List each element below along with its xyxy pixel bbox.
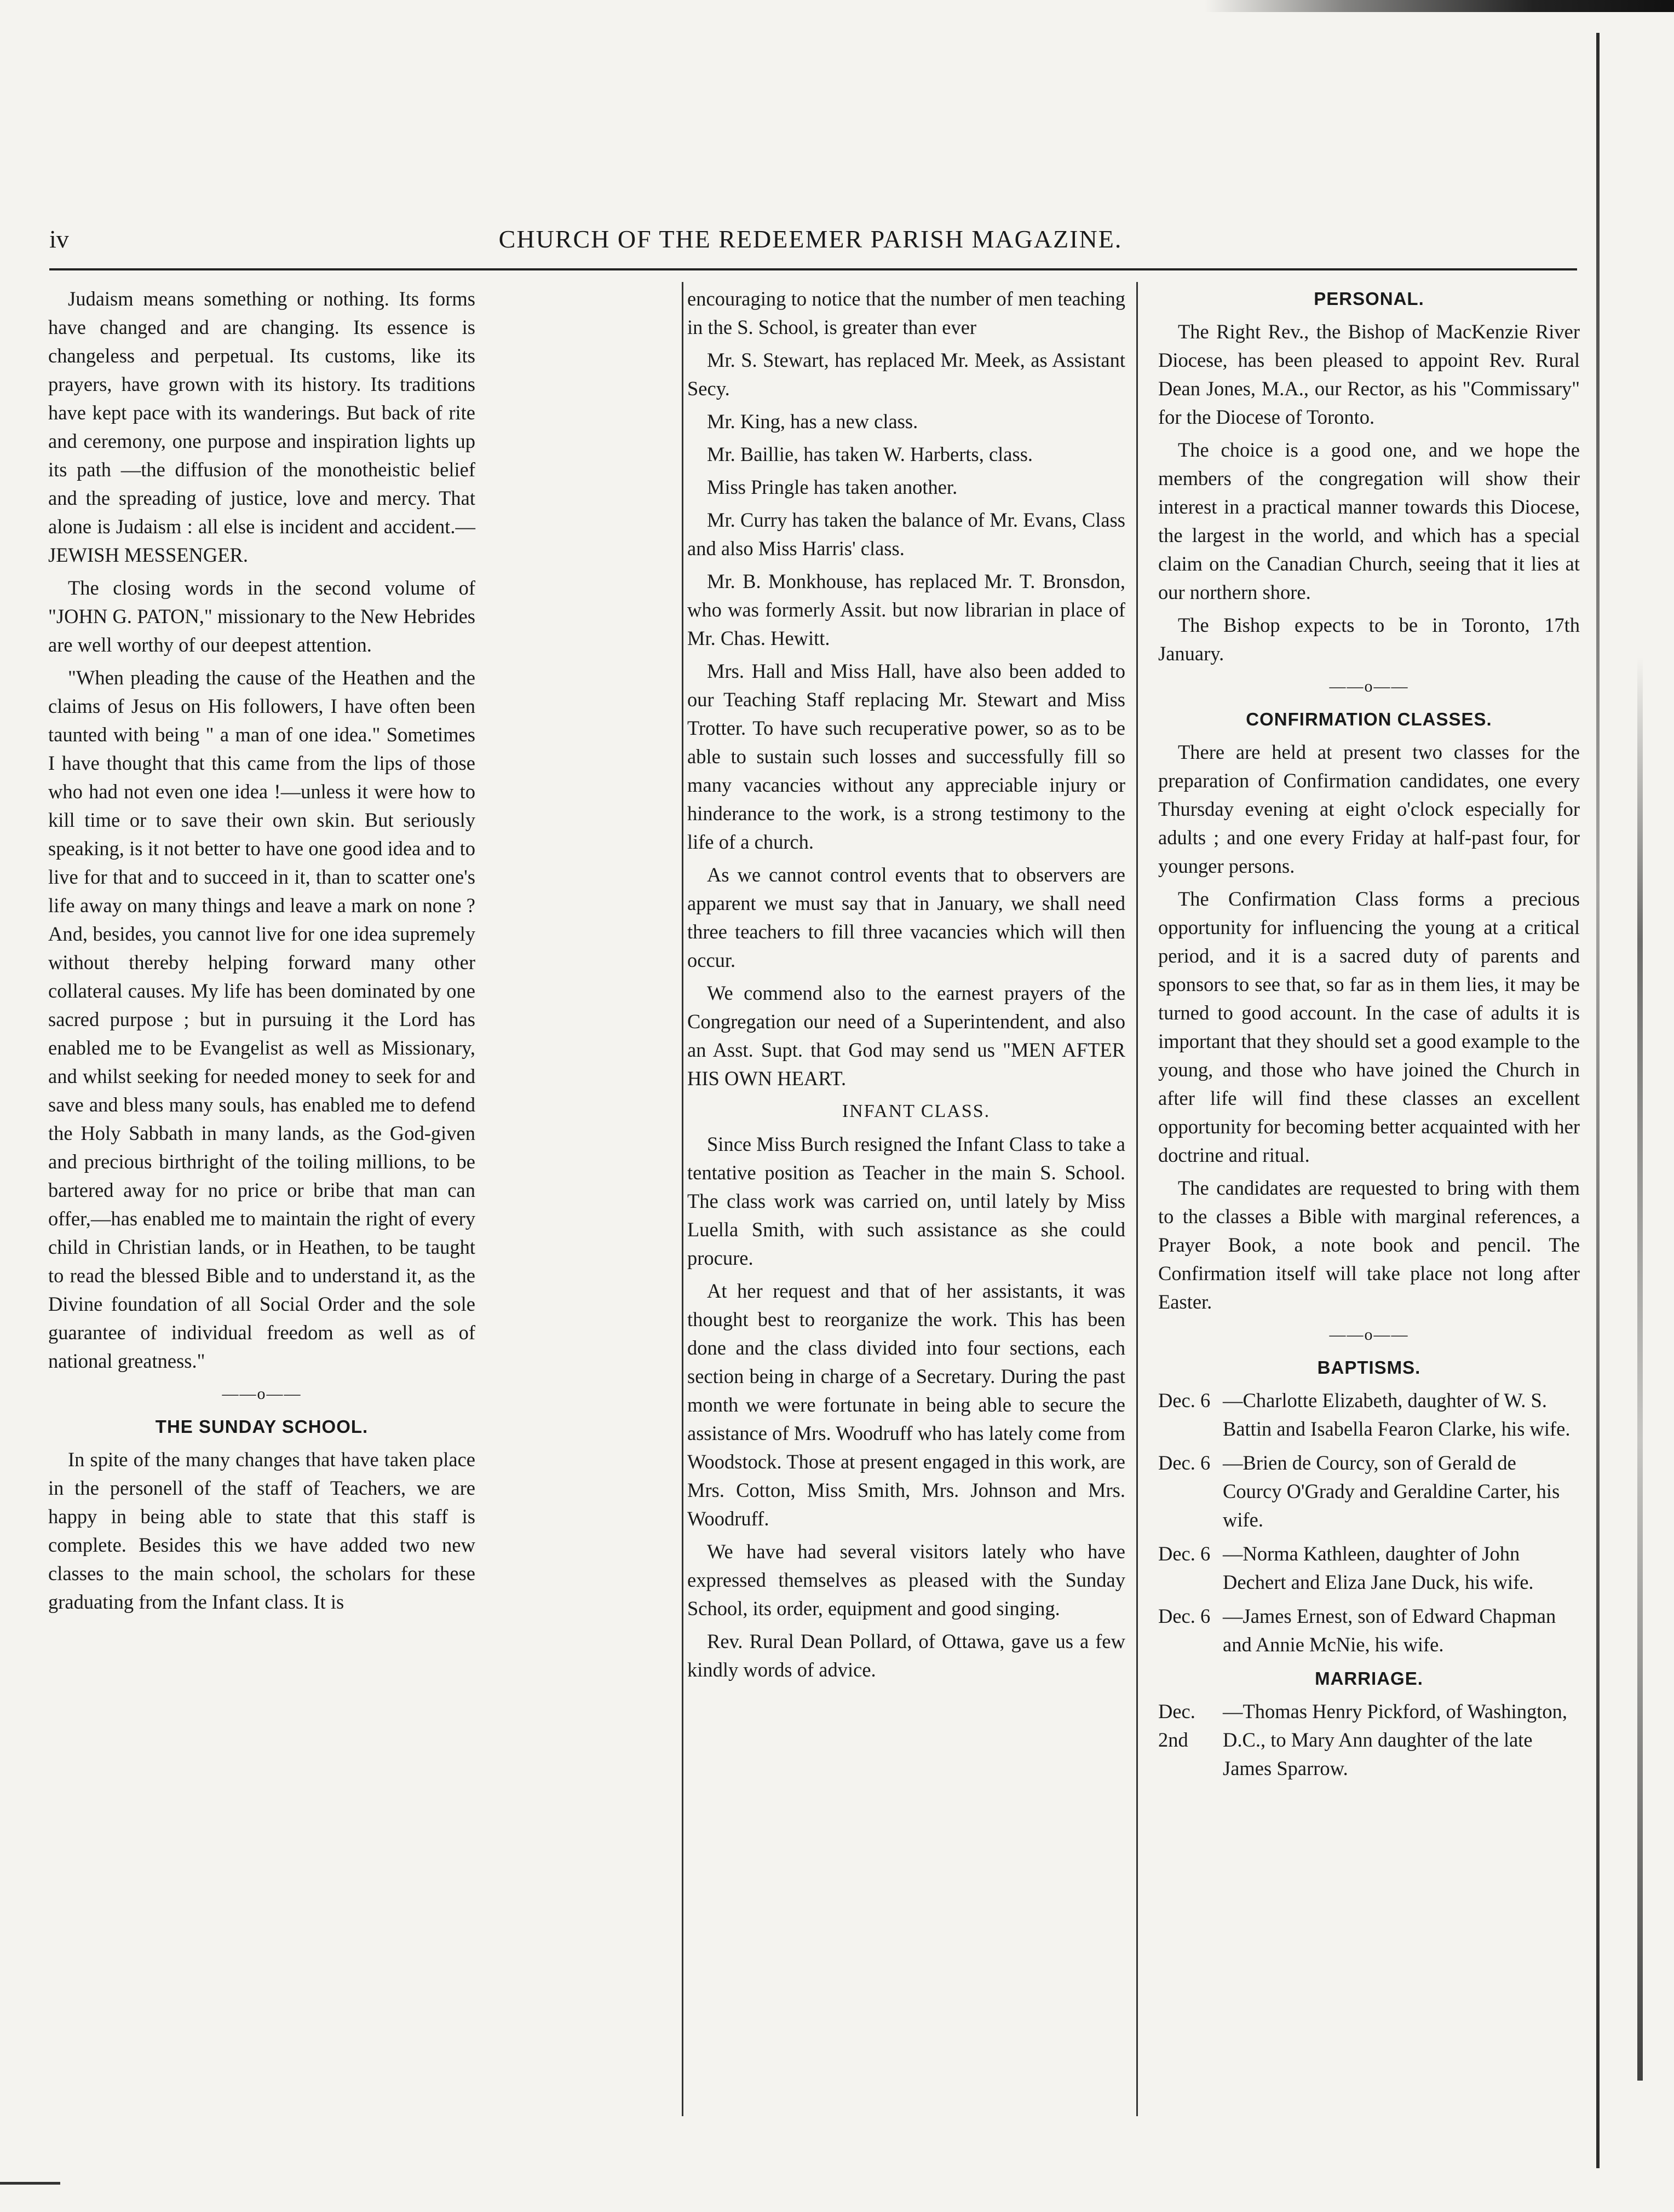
column-middle [687,285,1125,1689]
paragraph: Miss Pringle has taken another. [707,476,958,498]
paragraph: We commend also to the earnest prayers of the Congregation our need of a Superintendent, and also an Asst. Supt. that God may send us "MEN AFTER HIS OWN HEART. [687,982,1125,1090]
entry-date: Dec. 6 [1158,1542,1211,1565]
scan-edge-top [1205,0,1674,12]
column-right [1158,285,1580,1788]
paragraph: "When pleading the cause of the Heathen and the claims of Jesus on His followers, I have often been taunted with being " a man of one idea." Sometimes I have thought that this came from the lips of those who had not even one idea !—unless it were how to kill time or to save their own skin. But seriously speaking, is it not better to have one good idea and to live for that and to succeed in it, than to scatter one's life away on many things and leave a mark on none ? And, besides, you cannot live for one idea supremely without thereby helping forward many other collateral causes. My life has been dominated by one sacred purpose ; but in pursuing it the Lord has enabled me to be Evangelist as well as Missionary, and whilst seeking for needed money to seek for and save and bless many souls, has enabled me to defend the Holy Sabbath in many lands, as the God-given and precious birthright of the toiling millions, to be bartered away for no price or bribe that man can offer,—has enabled me to maintain the right of every child in Christian lands, or in Heathen, to be taught to read the blessed Bible and to understand it, as the Divine foundation of all Social Order and the sole guarantee of individual freedom as well as of national greatness." [48,666,475,1372]
marriage-entry [1158,1697,1580,1783]
paragraph: The choice is a good one, and we hope the members of the congregation will show their interest in a practical manner towards this Diocese, the largest in the world, and which has a special claim on the Canadian Church, seeing that it lies at our northern shore. [1158,439,1580,603]
page-number: iv [49,225,69,253]
section-heading-baptisms: BAPTISMS. [1317,1357,1421,1378]
paragraph: The candidates are requested to bring with them to the classes a Bible with marginal references, a Prayer Book, a note book and pencil. The Confirmation itself will take place not long after Easter. [1158,1177,1580,1313]
paragraph: Rev. Rural Dean Pollard, of Ottawa, gave us a few kindly words of advice. [687,1630,1125,1681]
paragraph: Since Miss Burch resigned the Infant Class to take a tentative position as Teacher in the main S. School. The class work was carried on, until lately by Miss Luella Smith, with such assistance as she could procure. [687,1133,1125,1269]
section-divider: ——o—— [1329,1326,1409,1344]
section-heading-marriage: MARRIAGE. [1315,1668,1423,1689]
section-divider: ——o—— [222,1385,302,1403]
paragraph: The Confirmation Class forms a precious opportunity for influencing the young at a critical period, and it is a sacred duty of parents and sponsors to see that, so far as in them lies, it may be turned to good account. In the case of adults it is important that they should set a good example to the young, and those who have joined the Church in after life will find these classes an excellent opportunity for becoming better acquainted with her doctrine and ritual. [1158,888,1580,1166]
baptism-entry [1158,1540,1580,1597]
paragraph: Mr. Curry has taken the balance of Mr. Evans, Class and also Miss Harris' class. [687,509,1125,560]
section-divider: ——o—— [1329,677,1409,695]
paragraph: Judaism means something or nothing. Its forms have changed and are changing. Its essence is changeless and perpetual. Its customs, like its prayers, have grown with its history. Its traditions have kept pace with its wanderings. But back of rite and ceremony, one purpose and inspiration lights up its path —the diffusion of the monotheistic belief and the spreading of justice, love and mercy. That alone is Judaism : all else is incident and accident.—JEWISH MESSENGER. [48,287,475,566]
entry-date: Dec. 2nd [1158,1700,1195,1751]
entry-text: —Thomas Henry Pickford, of Washington, D.C., to Mary Ann daughter of the late James Sparrow. [1223,1700,1567,1779]
entry-date: Dec. 6 [1158,1605,1211,1627]
paragraph: We have had several visitors lately who have expressed themselves as pleased with the Sunday School, its order, equipment and good singing. [687,1540,1125,1620]
section-heading-personal: PERSONAL. [1314,289,1424,309]
paragraph: In spite of the many changes that have taken place in the personell of the staff of Teachers, we are happy in being able to state that this staff is complete. Besides this we have added two new classes to the main school, the scholars for these graduating from the Infant class. It is [48,1448,475,1613]
baptism-entry [1158,1386,1580,1443]
scan-edge-right [1596,33,1600,2168]
paragraph: Mr. Baillie, has taken W. Harberts, class. [707,443,1033,465]
section-heading-infant-class: INFANT CLASS. [842,1101,991,1121]
section-heading-confirmation: CONFIRMATION CLASSES. [1246,709,1492,729]
page-header [49,224,1572,257]
section-heading-sunday-school: THE SUNDAY SCHOOL. [155,1416,369,1437]
column-left [48,285,475,1621]
entry-text: —Charlotte Elizabeth, daughter of W. S. Battin and Isabella Fearon Clarke, his wife. [1223,1389,1571,1440]
paragraph: Mr. King, has a new class. [707,410,918,433]
entry-date: Dec. 6 [1158,1389,1211,1412]
paragraph: Mr. S. Stewart, has replaced Mr. Meek, as Assistant Secy. [687,349,1125,400]
paragraph: At her request and that of her assistants, it was thought best to reorganize the work. This has been done and the class divided into four sections, each section being in charge of a Secretary. During the past month we were fortunate in being able to secure the assistance of Mrs. Woodruff who has lately come from Woodstock. Those at present engaged in this work, are Mrs. Cotton, Miss Smith, Mrs. Johnson and Mrs. Woodruff. [687,1280,1125,1530]
scan-edge-bottom [0,2182,60,2185]
header-rule [49,268,1577,270]
paragraph: Mr. B. Monkhouse, has replaced Mr. T. Bronsdon, who was formerly Assit. but now librarian in place of Mr. Chas. Hewitt. [687,570,1125,649]
scan-edge-far-right [1637,657,1643,2081]
entry-text: —James Ernest, son of Edward Chapman and Annie McNie, his wife. [1223,1605,1556,1656]
paragraph: There are held at present two classes for the preparation of Confirmation candidates, one every Thursday evening at eight o'clock especially for adults ; and one every Friday at half-past four, for younger persons. [1158,741,1580,877]
column-rule [682,282,683,2116]
entry-text: —Norma Kathleen, daughter of John Dechert and Eliza Jane Duck, his wife. [1223,1542,1534,1593]
magazine-title: CHURCH OF THE REDEEMER PARISH MAGAZINE. [498,225,1123,253]
baptism-entry [1158,1449,1580,1534]
paragraph: Mrs. Hall and Miss Hall, have also been added to our Teaching Staff replacing Mr. Stewart and Miss Trotter. To have such recuperative power, so as to be able to sustain such losses and successfully fill so many vacancies without any appreciable injury or hinderance to the work, is a strong testimony to the life of a church. [687,660,1125,853]
column-rule [1136,282,1138,2116]
paragraph: The Right Rev., the Bishop of MacKenzie River Diocese, has been pleased to appoint Rev. Rural Dean Jones, M.A., our Rector, as his "Commissary" for the Diocese of Toronto. [1158,320,1580,428]
entry-text: —Brien de Courcy, son of Gerald de Courcy O'Grady and Geraldine Carter, his wife. [1223,1451,1560,1531]
paragraph: As we cannot control events that to observers are apparent we must say that in January, we shall need three teachers to fill three vacancies which will then occur. [687,863,1125,971]
paragraph: encouraging to notice that the number of men teaching in the S. School, is greater than ever [687,287,1125,338]
paragraph: The Bishop expects to be in Toronto, 17th January. [1158,614,1580,665]
entry-date: Dec. 6 [1158,1451,1211,1474]
paragraph: The closing words in the second volume of "JOHN G. PATON," missionary to the New Hebrides are well worthy of our deepest attention. [48,577,475,656]
baptism-entry [1158,1602,1580,1659]
